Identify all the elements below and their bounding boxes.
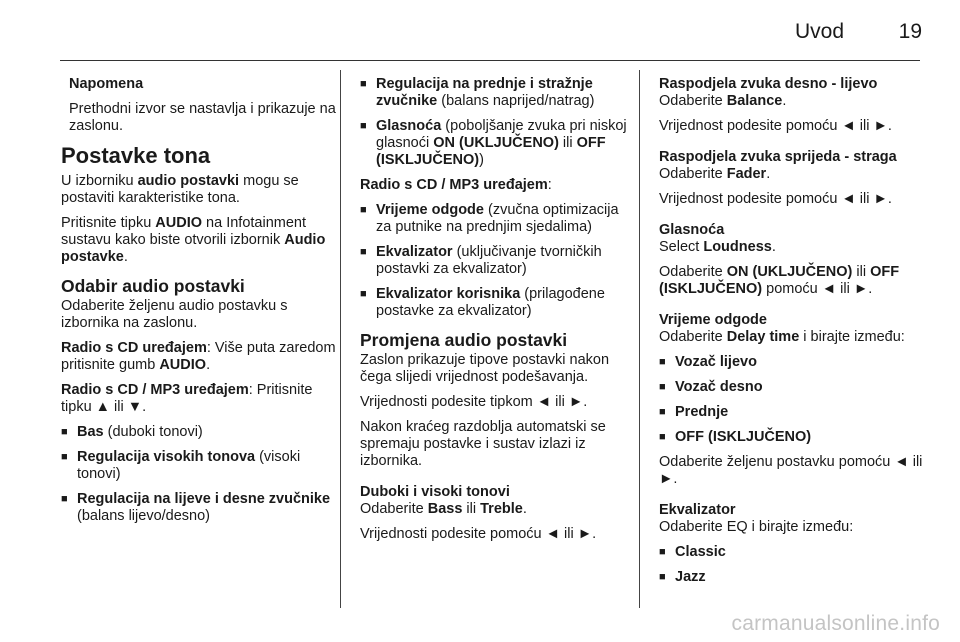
- bullet-icon: ■: [360, 288, 367, 300]
- list-item: ■ Bas (duboki tonovi): [61, 424, 203, 440]
- heading-promjena-audio-postavki: Promjena audio postavki: [360, 330, 568, 350]
- paragraph: Radio s CD / MP3 uređajem: Pritisnite tipku ▲ ili ▼.: [61, 382, 313, 415]
- bullet-icon: ■: [61, 426, 68, 438]
- column-2: [360, 76, 632, 551]
- heading-postavke-tona: Postavke tona: [61, 143, 211, 168]
- list-item: ■ Glasnoća (poboljšanje zvuka pri niskoj glasnoći ON (UKLJUČENO) ili OFF (ISKLJUČENO)): [360, 118, 627, 168]
- list-item: ■ Vozač lijevo: [659, 354, 757, 370]
- list-item: ■ Regulacija na prednje i stražnje zvučnike (balans naprijed/natrag): [360, 76, 595, 109]
- bullet-icon: ■: [61, 493, 68, 505]
- paragraph: U izborniku audio postavki mogu se postaviti karakteristike tona.: [61, 173, 299, 206]
- column-divider-2: [639, 70, 640, 608]
- paragraph: Odaberite Fader.: [659, 166, 771, 182]
- list-item: ■ Vrijeme odgode (zvučna optimizacija za putnike na prednjim sjedalima): [360, 202, 619, 235]
- list-item: ■ Ekvalizator (uključivanje tvorničkih postavki za ekvalizator): [360, 244, 602, 277]
- list-item: ■ Prednje: [659, 404, 729, 420]
- bullet-icon: ■: [360, 246, 367, 258]
- list-item: ■ Classic: [659, 544, 726, 560]
- paragraph: Odaberite Bass ili Treble.: [360, 501, 527, 517]
- paragraph: Vrijednosti podesite tipkom ◄ ili ►.: [360, 394, 588, 410]
- watermark: carmanualsonline.info: [731, 612, 940, 635]
- heading-delay: Vrijeme odgode: [659, 312, 767, 328]
- paragraph: Odaberite Balance.: [659, 93, 787, 109]
- bullet-list: [61, 424, 339, 525]
- paragraph: Odaberite EQ i birajte između:: [659, 519, 854, 535]
- heading-fader: Raspodjela zvuka sprijeda - straga: [659, 149, 897, 165]
- list-item: ■ Jazz: [659, 569, 706, 585]
- paragraph: Nakon kraćeg razdoblja automatski se spremaju postavke i sustav izlazi iz izbornika.: [360, 419, 606, 469]
- bullet-icon: ■: [659, 356, 666, 368]
- paragraph: Odaberite željenu audio postavku s izbornika na zaslonu.: [61, 298, 288, 331]
- bullet-icon: ■: [61, 451, 68, 463]
- list-item: ■ Vozač desno: [659, 379, 763, 395]
- bullet-icon: ■: [659, 431, 666, 443]
- paragraph: Odaberite ON (UKLJUČENO) ili OFF (ISKLJUČENO) pomoću ◄ ili ►.: [659, 264, 900, 297]
- note-box: [61, 76, 339, 135]
- paragraph: Vrijednost podesite pomoću ◄ ili ►.: [659, 118, 892, 134]
- note-title: Napomena: [69, 76, 144, 92]
- bullet-list: [659, 354, 929, 446]
- paragraph: Radio s CD uređajem: Više puta zaredom pritisnite gumb AUDIO.: [61, 340, 336, 373]
- paragraph: Radio s CD / MP3 uređajem:: [360, 177, 552, 193]
- heading-duboki-visoki-tonovi: Duboki i visoki tonovi: [360, 484, 510, 500]
- paragraph: Vrijednost podesite pomoću ◄ ili ►.: [659, 191, 892, 207]
- list-item: ■ Regulacija visokih tonova (visoki tonovi): [61, 449, 301, 482]
- paragraph: Zaslon prikazuje tipove postavki nakon čega slijedi vrijednost podešavanja.: [360, 352, 610, 385]
- column-divider-1: [340, 70, 341, 608]
- bullet-icon: ■: [659, 571, 666, 583]
- list-item: ■ Ekvalizator korisnika (prilagođene postavke za ekvalizator): [360, 286, 605, 319]
- bullet-list: [659, 544, 929, 586]
- header-rule: [60, 60, 920, 61]
- bullet-icon: ■: [360, 204, 367, 216]
- paragraph: Odaberite Delay time i birajte između:: [659, 329, 905, 345]
- page-number: 19: [898, 20, 922, 43]
- paragraph: Pritisnite tipku AUDIO na Infotainment sustavu kako biste otvorili izbornik Audio postavke.: [61, 215, 326, 265]
- paragraph: Odaberite željenu postavku pomoću ◄ ili ►.: [659, 454, 923, 487]
- list-item: ■ Regulacija na lijeve i desne zvučnike (balans lijevo/desno): [61, 491, 331, 524]
- heading-equalizer: Ekvalizator: [659, 502, 736, 518]
- paragraph: Vrijednosti podesite pomoću ◄ ili ►.: [360, 526, 597, 542]
- bullet-icon: ■: [659, 381, 666, 393]
- bullet-list: [360, 76, 632, 169]
- column-1: [61, 76, 339, 533]
- note-text: Prethodni izvor se nastavlja i prikazuje na zaslonu.: [69, 101, 336, 134]
- page-header: [0, 18, 960, 48]
- column-3: [659, 76, 929, 594]
- bullet-list: [360, 202, 632, 320]
- bullet-icon: ■: [659, 406, 666, 418]
- paragraph: Select Loudness.: [659, 239, 776, 255]
- heading-loudness: Glasnoća: [659, 222, 725, 238]
- list-item: ■ OFF (ISKLJUČENO): [659, 429, 812, 445]
- heading-odabir-audio-postavki: Odabir audio postavki: [61, 276, 245, 296]
- bullet-icon: ■: [360, 78, 367, 90]
- bullet-icon: ■: [360, 120, 367, 132]
- section-title: Uvod: [794, 20, 844, 43]
- bullet-icon: ■: [659, 546, 666, 558]
- heading-balance: Raspodjela zvuka desno - lijevo: [659, 76, 878, 92]
